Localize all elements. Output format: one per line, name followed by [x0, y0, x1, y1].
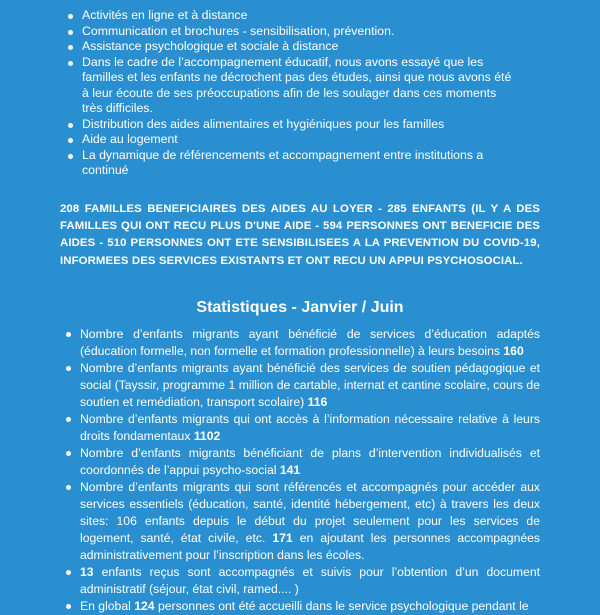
- stat-value: 171: [272, 531, 293, 545]
- list-item: Assistance psychologique et sociale à distance: [82, 39, 512, 55]
- stat-item: [80, 445, 540, 479]
- list-item: Activités en ligne et à distance: [82, 8, 512, 24]
- stat-text: Nombre d’enfants migrants bénéficiant de plans d’intervention individualisés et coordonnés de l’appui psycho-social: [80, 446, 540, 477]
- summary-paragraph: 208 FAMILLES BENEFICIAIRES DES AIDES AU LOYER - 285 ENFANTS (IL Y A DES FAMILLES QUI ONT RECU PLUS D'UNE AIDE - 594 PERSONNES ONT BENEFICIE DES AIDES - 510 PERSONNES ONT ETE SENSIBILISEES A LA PREVENTION DU COVID-19, INFORMEES DES SERVICES EXISTANTS ET ONT RECU UN APPUI PSYCHOSOCIAL.: [60, 203, 540, 267]
- stat-item: [80, 326, 540, 360]
- activities-list: [82, 8, 512, 179]
- stat-item: [80, 564, 540, 598]
- stat-value: 13: [80, 565, 94, 579]
- stats-title: Statistiques - Janvier / Juin: [196, 299, 404, 316]
- stat-text-after: en ajoutant les personnes accompagnées administrativement pour l’inscription dans les écoles.: [80, 531, 540, 562]
- list-item: Communication et brochures - sensibilisation, prévention.: [82, 24, 512, 40]
- stat-text-after: enfants reçus sont accompagnés et suivis pour l’obtention d’un document administratif (séjour, état civil, ramed.... ): [80, 565, 540, 596]
- stat-value: 116: [307, 395, 328, 409]
- stat-value: 1102: [193, 429, 221, 443]
- stat-text: En global: [80, 599, 135, 613]
- stat-item: [80, 360, 540, 411]
- list-item: Distribution des aides alimentaires et hygiéniques pour les familles: [82, 117, 512, 133]
- stat-text: Nombre d’enfants migrants qui ont accès à l’information nécessaire relative à leurs droits fondamentaux: [80, 412, 540, 443]
- list-item: La dynamique de référencements et accompagnement entre institutions a continué: [82, 148, 512, 179]
- stats-list: [80, 326, 540, 615]
- stat-text: Nombre d’enfants migrants ayant bénéficié des services de soutien pédagogique et social (Tayssir, programme 1 million de cartable, internat et cantine scolaire, cours de soutien et remédiation, transport scolaire): [80, 361, 540, 409]
- stat-value: 160: [503, 344, 524, 358]
- stat-text-after: personnes ont été accueilli dans le service psychologique pendant le: [154, 599, 529, 613]
- list-item: Dans le cadre de l’accompagnement éducatif, nous avons essayé que les familles et les enfants ne décrochent pas des études, ainsi que nous avons été à leur écoute de ses préoccupations afin de les soulager dans ces moments très difficiles.: [82, 54, 512, 115]
- stat-value: 124: [134, 599, 155, 613]
- stat-text: Nombre d’enfants migrants ayant bénéficié de services d’éducation adaptés (éducation formelle, non formelle et formation professionnelle) à leurs besoins: [80, 327, 540, 358]
- list-item: Aide au logement: [82, 132, 512, 148]
- stat-text: Nombre d’enfants migrants qui sont référencés et accompagnés pour accéder aux services essentiels (éducation, santé, identité hébergement, etc) à travers les deux sites: 106 enfants depuis le début du projet seulement pour les services de logement, santé, état civile, etc.: [80, 480, 540, 545]
- stat-item: [80, 411, 540, 445]
- stat-item: [80, 479, 540, 564]
- stat-item: [80, 598, 540, 615]
- stat-value: 141: [279, 463, 301, 477]
